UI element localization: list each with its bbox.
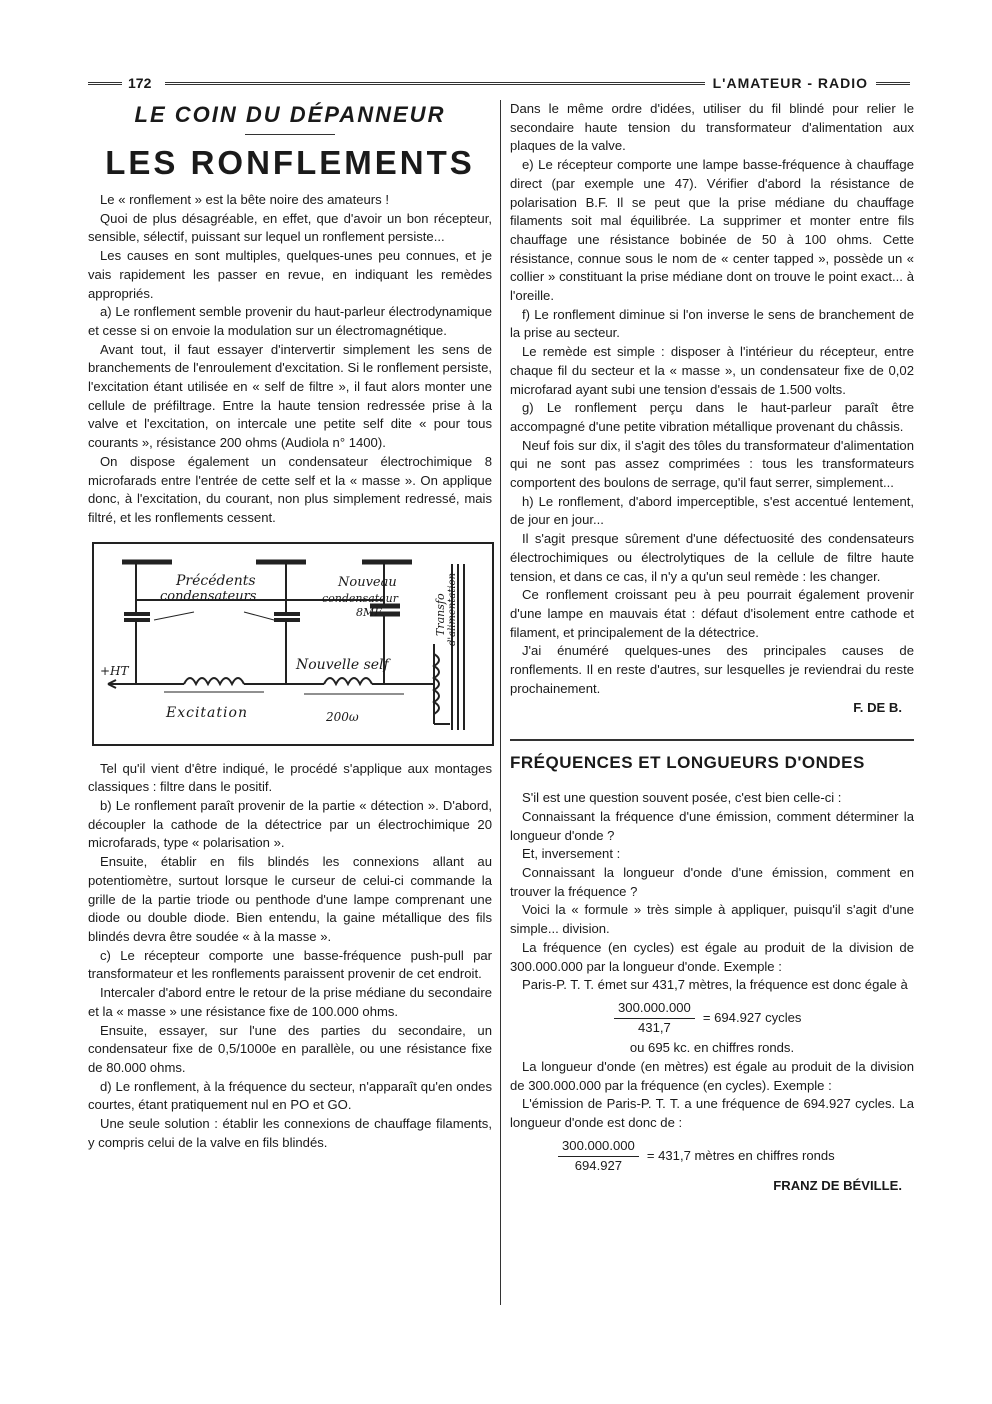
paragraph: a) Le ronflement semble provenir du haut-parleur électrodynamique et cesse si on envoie la modulation sur un électromagnétique. [88, 304, 492, 338]
title-rule [245, 134, 335, 135]
label-excitation: Excitation [166, 704, 248, 721]
label-condensateurs: condensateurs [160, 588, 257, 604]
header-rule-right [876, 82, 910, 85]
left-column [88, 100, 492, 1152]
paragraph: La longueur d'onde (en mètres) est égale au produit de la division de 300.000.000 par la fréquence (en cycles). Exemple : [510, 1059, 914, 1093]
paragraph: Ensuite, essayer, sur l'une des parties du secondaire, un condensateur fixe de 0,5/1000e en parallèle, ou une résistance fixe de 80.000 ohms. [88, 1022, 492, 1075]
circuit-schematic [94, 544, 492, 744]
page-number: 172 [128, 75, 152, 91]
rounded-result: ou 695 kc. en chiffres ronds. [629, 1040, 795, 1056]
label-capacity: 8MF [356, 605, 382, 619]
column-divider [500, 100, 501, 1305]
paragraph: Quoi de plus désagréable, en effet, que d'avoir un bon récepteur, sensible, sélectif, puissant sur lequel un ronflement persiste... [88, 210, 492, 245]
paragraph: Intercaler d'abord entre le retour de la prise médiane du secondaire et la « masse » une résistance fixe de 100.000 ohms. [88, 985, 492, 1019]
label-alimentation: d'alimentation [447, 572, 458, 646]
paragraph: Voici la « formule » très simple à appliquer, puisqu'il s'agit d'une simple... division. [510, 902, 914, 937]
page-header [88, 72, 910, 94]
paragraph: Avant tout, il faut essayer d'intervertir simplement les sens de branchements de l'enroulement d'excitation. Si le ronflement persiste, l'excitation étant utilisée en « self de filtre », il faut alors monter une cellule de préfiltrage. Entre la haute tension redressée prise à la valve et l'excitation, on intercale une petite self dite « pour tous courants », résistance 200 ohms (Audiola n° 1400). [88, 341, 492, 451]
formula-wavelength [558, 1137, 914, 1175]
paragraph: L'émission de Paris-P. T. T. a une fréquence de 694.927 cycles. La longueur d'onde est donc de : [510, 1096, 914, 1131]
paragraph: c) Le récepteur comporte une basse-fréquence push-pull par transformateur et les ronflements paraissent provenir de cet endroit. [88, 947, 492, 982]
paragraph: Le remède est simple : disposer à l'intérieur du récepteur, entre chaque fil du secteur et la « masse », un condensateur fixe de 0,02 microfarad ayant subi une tension d'essais de 1.500 volts. [510, 344, 914, 397]
right-column [510, 100, 914, 1196]
paragraph: La fréquence (en cycles) est égale au produit de la division de 300.000.000 par la longueur d'onde. Exemple : [510, 939, 914, 974]
fraction-result: = 694.927 cycles [702, 1009, 802, 1025]
fraction-numerator: 300.000.000 [558, 1137, 639, 1157]
paragraph: Ce ronflement croissant peu à peu pourrait également provenir d'une lampe en mauvais état : défaut d'isolement entre cathode et filament, et principalement de la détectrice. [510, 587, 914, 640]
article-title: LES RONFLEMENTS [105, 144, 475, 181]
label-transfo: Transfo [434, 593, 447, 636]
formula-frequency [614, 999, 914, 1037]
signature-line [510, 699, 914, 718]
label-condensateur: condensateur [322, 591, 398, 605]
paragraph: Connaissant la fréquence d'une émission, comment déterminer la longueur d'onde ? [510, 808, 914, 843]
paragraph: Ensuite, établir en fils blindés les connexions allant au potentiomètre, surtout lorsque le curseur de celui-ci commande la grille de la partie triode ou penthode d'une lampe comprenant une diode ou double diode. Bien entendu, la gaine métallique des fils blindés devra être soudée « à la masse ». [88, 854, 492, 944]
paragraph: Une seule solution : établir les connexions de chauffage filaments, y compris celui de la valve en fils blindés. [88, 1116, 492, 1150]
paragraph: J'ai énuméré quelques-unes des principales causes de ronflements. Il en reste d'autres, sur lesquelles je reviendrai du reste prochainement. [510, 643, 914, 696]
paragraph: Le « ronflement » est la bête noire des amateurs ! [100, 192, 389, 207]
paragraph: Tel qu'il vient d'être indiqué, le procédé s'applique aux montages classiques : filtre dans le positif. [88, 760, 492, 795]
paragraph: S'il est une question souvent posée, c'est bien celle-ci : [522, 790, 842, 806]
paragraph: h) Le ronflement, d'abord imperceptible, s'est accentué lentement, de jour en jour... [510, 493, 914, 528]
fraction-denominator: 694.927 [574, 1157, 623, 1173]
fraction [614, 999, 695, 1037]
paragraph: Paris-P. T. T. émet sur 431,7 mètres, la fréquence est donc égale à [522, 977, 908, 993]
section-kicker: LE COIN DU DÉPANNEUR [134, 102, 446, 127]
paragraph: g) Le ronflement perçu dans le haut-parleur paraît être accompagné d'une petite vibration métallique provenant du châssis. [510, 400, 914, 434]
fraction-result: = 431,7 mètres en chiffres ronds [646, 1147, 835, 1163]
label-precedents: Précédents [176, 572, 256, 589]
paragraph: Les causes en sont multiples, quelques-unes peu connues, et je vais rapidement les passer en revue, en indiquant les remèdes appropriés. [88, 248, 492, 301]
paragraph: On dispose également un condensateur électrochimique 8 microfarads entre l'entrée de cette self et la « masse ». On applique donc, à l'excitation, du courant, non plus simplement redressé, mais filtré, et les ronflements cessent. [88, 453, 492, 525]
journal-title: L'AMATEUR - RADIO [712, 75, 868, 91]
fraction-numerator: 300.000.000 [614, 999, 695, 1019]
paragraph: Et, inversement : [522, 846, 621, 862]
paragraph: Dans le même ordre d'idées, utiliser du fil blindé pour relier le secondaire haute tension du transformateur d'alimentation aux plaques de la valve. [510, 101, 914, 154]
section-separator [510, 739, 914, 741]
paragraph: b) Le ronflement paraît provenir de la partie « détection ». D'abord, découpler la cathode de la détectrice par un électrochimique 20 microfarads, type « polarisation ». [88, 798, 492, 851]
section-title: FRÉQUENCES ET LONGUEURS D'ONDES [510, 753, 865, 773]
fraction [558, 1137, 639, 1175]
label-nouveau: Nouveau [338, 574, 397, 590]
fraction-denominator: 431,7 [638, 1019, 671, 1035]
author-signature: FRANZ DE BÉVILLE. [773, 1178, 902, 1194]
paragraph: Neuf fois sur dix, il s'agit des tôles du transformateur d'alimentation qui ne sont pas assez comprimées : tous les transformateurs comportent des boulons de serrage, qu'il faut serrer, simplement... [510, 437, 914, 491]
filter-circuit-diagram [92, 542, 494, 746]
label-200-ohms: 200ω [326, 709, 359, 724]
header-rule-left [88, 82, 122, 85]
header-rule-middle [165, 82, 704, 85]
label-plus-ht: +HT [100, 663, 129, 678]
label-nouvelle-self: Nouvelle self [296, 656, 389, 673]
paragraph: d) Le ronflement, à la fréquence du secteur, n'apparaît qu'en ondes courtes, étant pratiquement nul en PO et GO. [88, 1078, 492, 1113]
author-initials: F. DE B. [853, 699, 902, 715]
paragraph: Il s'agit presque sûrement d'une défectuosité des condensateurs électrochimiques ou électrolytiques de la cellule de filtre haute tension, et dans ce cas, il n'y a qu'un seul remède : les changer. [510, 531, 914, 584]
paragraph: e) Le récepteur comporte une lampe basse-fréquence à chauffage direct (par exemple une 47). Vérifier d'abord la résistance de polarisation B.F. Il se peut que la prise médiane du chauffage filaments soit mal équilibrée. La supprimer et monter entre fils chauffage une résistance bobinée de 50 à 100 ohms. Cette résistance, connue sous le nom de « center tapped », possède un « collier » constituant la prise médiane dont on trouve le point exact... à l'oreille. [510, 157, 914, 304]
paragraph: f) Le ronflement diminue si l'on inverse le sens de branchement de la prise au secteur. [510, 306, 914, 341]
paragraph: Connaissant la longueur d'onde d'une émission, comment en trouver la fréquence ? [510, 865, 914, 899]
